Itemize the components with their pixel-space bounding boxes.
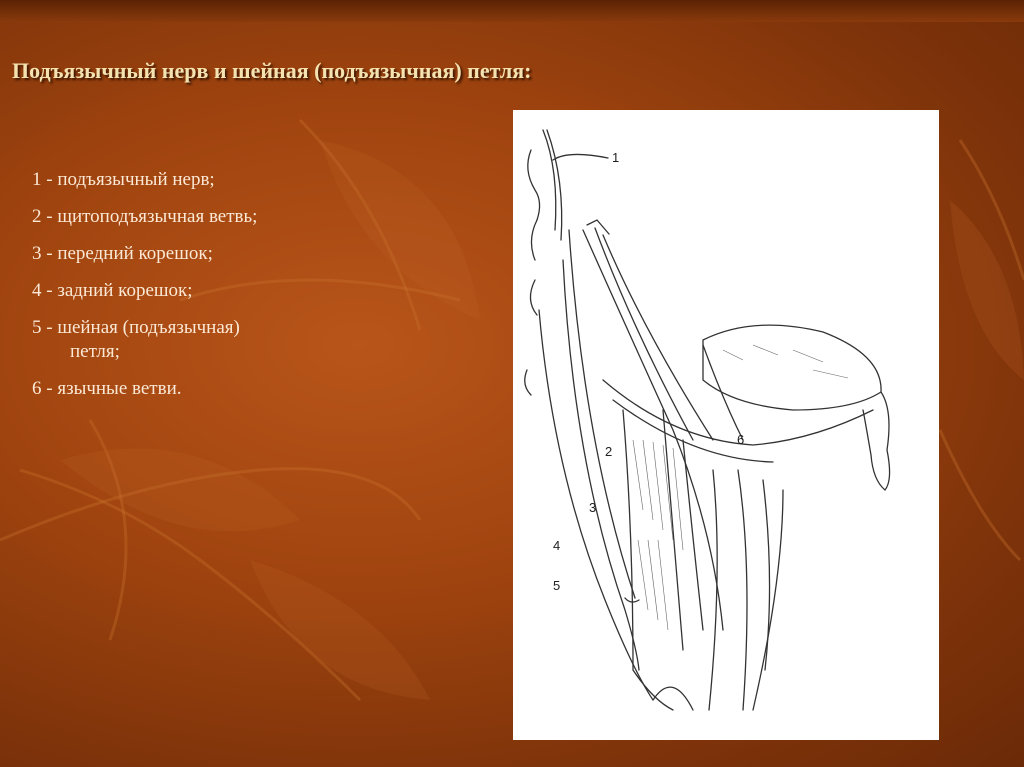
figure-label-5: 5	[553, 578, 561, 593]
legend-item-4	[32, 279, 502, 303]
legend-list	[32, 168, 502, 414]
legend-item-3	[32, 242, 502, 266]
figure-label-2: 2	[605, 444, 613, 459]
legend-item-text: 6 - язычные ветви.	[32, 378, 182, 399]
legend-item-5	[32, 316, 502, 364]
legend-item-text: 5 - шейная (подъязычная)	[32, 317, 240, 338]
anatomy-figure	[513, 110, 939, 740]
anatomy-drawing	[513, 110, 939, 740]
figure-label-4: 4	[553, 538, 561, 553]
legend-item-text: 3 - передний корешок;	[32, 243, 213, 264]
figure-label-1: 1	[612, 150, 620, 165]
slide-title: Подъязычный нерв и шейная (подъязычная) петля:	[12, 58, 532, 83]
figure-label-6: 6	[737, 432, 745, 447]
figure-label-3: 3	[589, 500, 597, 515]
legend-item-text: 2 - щитоподъязычная ветвь;	[32, 206, 258, 227]
legend-item-6	[32, 377, 502, 401]
legend-item-continuation: петля;	[70, 341, 120, 362]
legend-item-text: 4 - задний корешок;	[32, 280, 193, 301]
legend-item-text: 1 - подъязычный нерв;	[32, 169, 215, 190]
legend-item-1	[32, 168, 502, 192]
legend-item-2	[32, 205, 502, 229]
